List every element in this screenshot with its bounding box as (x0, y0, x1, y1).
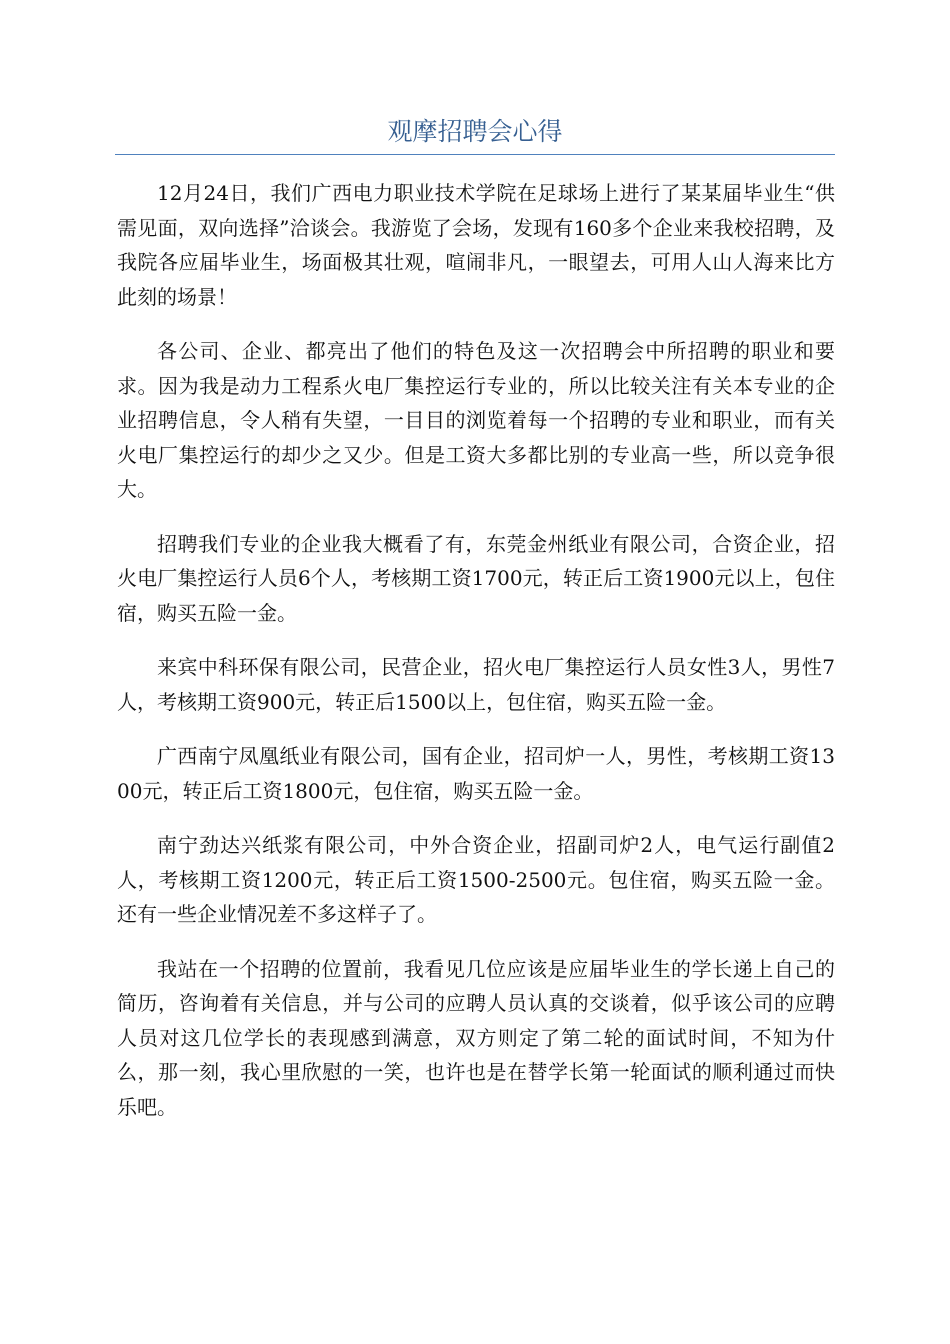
paragraph: 12月24日，我们广西电力职业技术学院在足球场上进行了某某届毕业生“供需见面，双向选择”洽谈会。我游览了会场，发现有160多个企业来我校招聘，及我院各应届毕业生，场面极其壮观，喧闹非凡，一眼望去，可用人山人海来比方此刻的场景！ (117, 181, 835, 309)
document-body (117, 176, 835, 1144)
paragraph: 来宾中科环保有限公司，民营企业，招火电厂集控运行人员女性3人，男性7人，考核期工资900元，转正后1500以上，包住宿，购买五险一金。 (117, 655, 835, 714)
title-underline (115, 154, 835, 155)
paragraph: 我站在一个招聘的位置前，我看见几位应该是应届毕业生的学长递上自己的简历，咨询着有关信息，并与公司的应聘人员认真的交谈着，似乎该公司的应聘人员对这几位学长的表现感到满意，双方则定了第二轮的面试时间，不知为什么，那一刻，我心里欣慰的一笑，也许也是在替学长第一轮面试的顺利通过而快乐吧。 (117, 956, 835, 1119)
document-title: 观摩招聘会心得 (387, 117, 563, 146)
paragraph: 招聘我们专业的企业我大概看了有，东莞金州纸业有限公司，合资企业，招火电厂集控运行人员6个人，考核期工资1700元，转正后工资1900元以上，包住宿，购买五险一金。 (117, 531, 835, 625)
paragraph: 广西南宁凤凰纸业有限公司，国有企业，招司炉一人，男性，考核期工资1300元，转正后工资1800元，包住宿，购买五险一金。 (117, 744, 835, 803)
paragraph: 各公司、企业、都亮出了他们的特色及这一次招聘会中所招聘的职业和要求。因为我是动力工程系火电厂集控运行专业的，所以比较关注有关本专业的企业招聘信息，令人稍有失望，一目目的浏览着每一个招聘的专业和职业，而有关火电厂集控运行的却少之又少。但是工资大多都比别的专业高一些，所以竞争很大。 (117, 339, 835, 501)
paragraph: 南宁劲达兴纸浆有限公司，中外合资企业，招副司炉2人，电气运行副值2人，考核期工资1200元，转正后工资1500-2500元。包住宿，购买五险一金。还有一些企业情况差不多这样子了。 (117, 833, 835, 926)
